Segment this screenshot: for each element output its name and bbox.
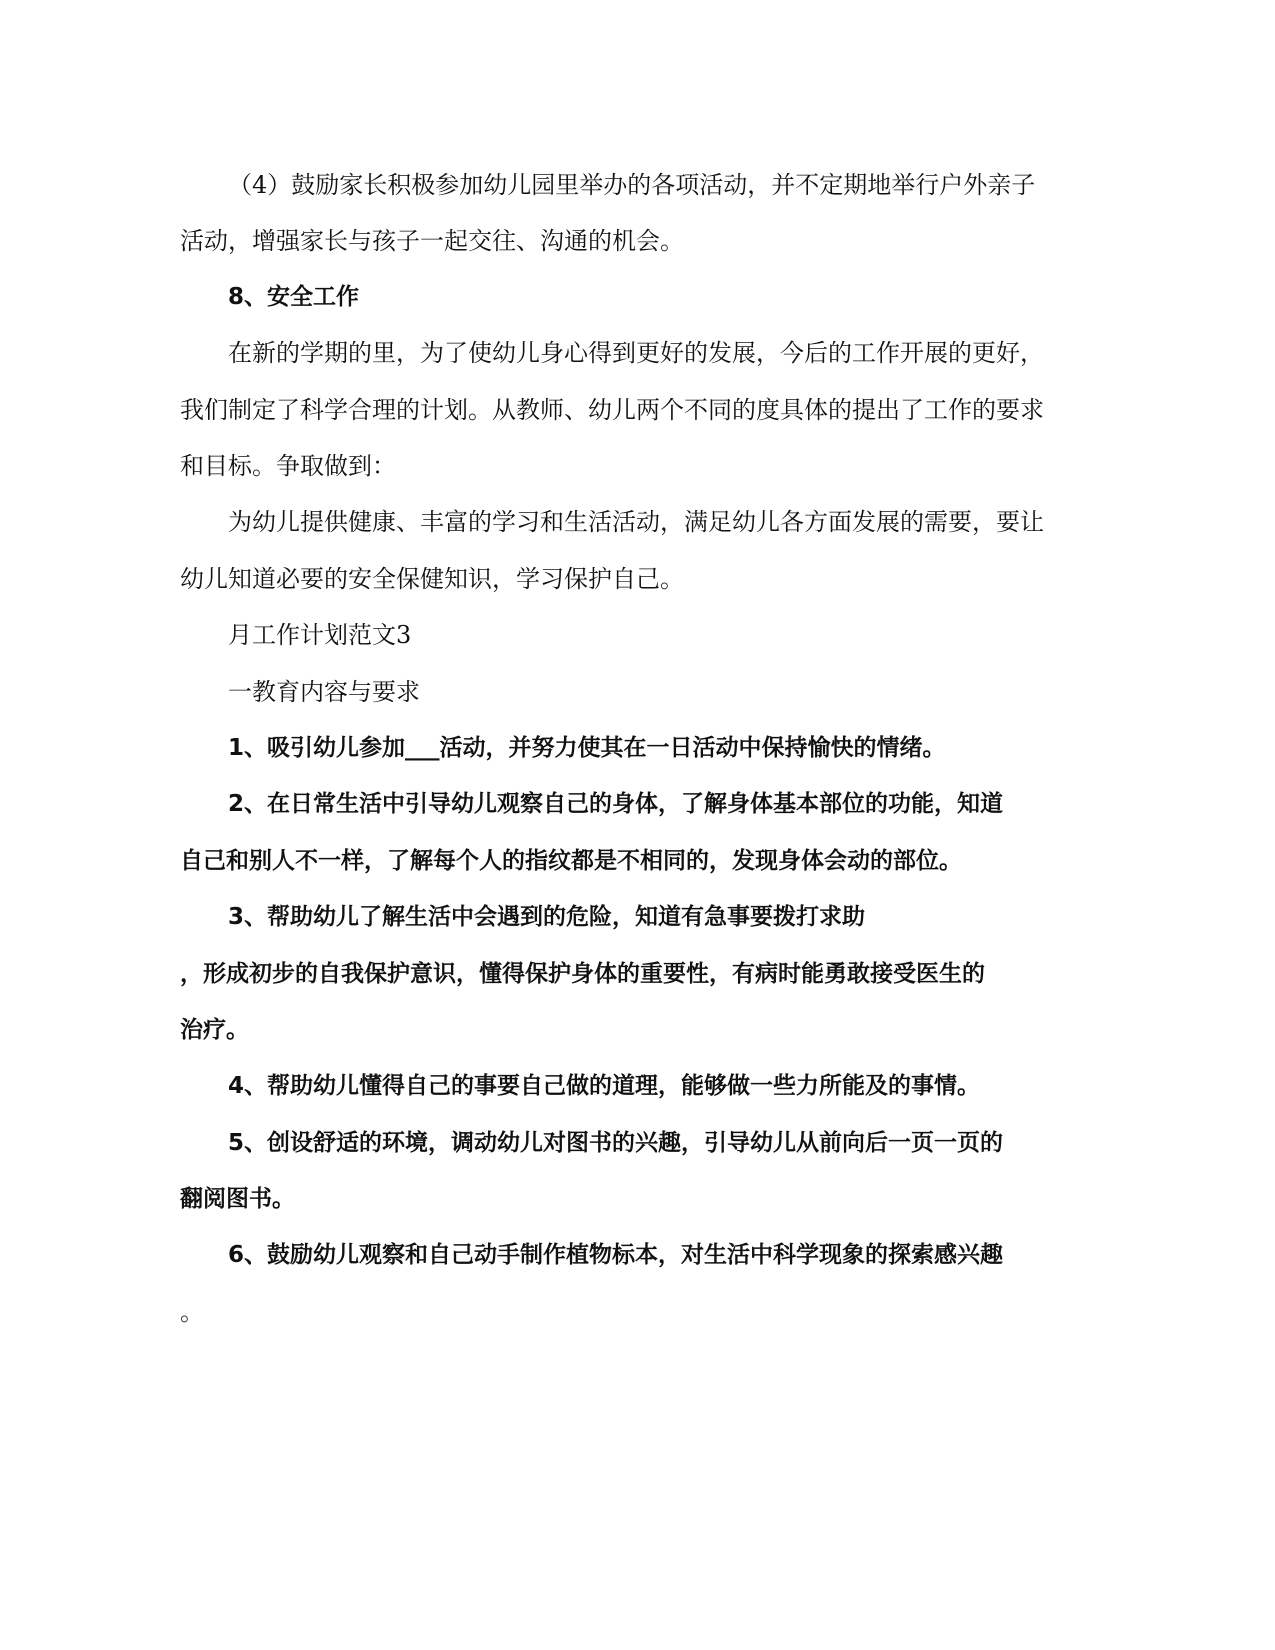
list-item: 2、在日常生活中引导幼儿观察自己的身体，了解身体基本部位的功能，知道	[228, 791, 1004, 817]
section-heading: 8、安全工作	[228, 284, 360, 310]
list-item-continuation: 自己和别人不一样，了解每个人的指纹都是不相同的，发现身体会动的部位。	[180, 848, 962, 874]
list-item-continuation: 翻阅图书。	[180, 1186, 295, 1212]
text-line: 在新的学期的里，为了使幼儿身心得到更好的发展，今后的工作开展的更好，	[228, 339, 1044, 367]
list-item: 1、吸引幼儿参加___活动，并努力使其在一日活动中保持愉快的情绪。	[228, 735, 946, 761]
section-subtitle: 一教育内容与要求	[228, 678, 420, 706]
text-line: 幼儿知道必要的安全保健知识，学习保护自己。	[180, 565, 684, 593]
list-item: 6、鼓励幼儿观察和自己动手制作植物标本，对生活中科学现象的探索感兴趣	[228, 1242, 1004, 1268]
list-item-continuation: 。	[180, 1298, 204, 1326]
list-item: 4、帮助幼儿懂得自己的事要自己做的道理，能够做一些力所能及的事情。	[228, 1073, 981, 1099]
list-item: 5、创设舒适的环境，调动幼儿对图书的兴趣，引导幼儿从前向后一页一页的	[228, 1130, 1004, 1156]
text-line: 活动，增强家长与孩子一起交往、沟通的机会。	[180, 227, 684, 255]
list-item-continuation: ，形成初步的自我保护意识，懂得保护身体的重要性，有病时能勇敢接受医生的	[180, 961, 985, 987]
text-line: （4）鼓励家长积极参加幼儿园里举办的各项活动，并不定期地举行户外亲子	[228, 171, 1036, 199]
list-item-continuation: 治疗。	[180, 1017, 249, 1043]
list-item: 3、帮助幼儿了解生活中会遇到的危险，知道有急事要拨打求助	[228, 904, 866, 930]
text-line: 为幼儿提供健康、丰富的学习和生活活动，满足幼儿各方面发展的需要，要让	[228, 508, 1044, 536]
section-title: 月工作计划范文3	[228, 621, 412, 649]
text-line: 我们制定了科学合理的计划。从教师、幼儿两个不同的度具体的提出了工作的要求	[180, 396, 1044, 424]
text-line: 和目标。争取做到：	[180, 452, 396, 480]
